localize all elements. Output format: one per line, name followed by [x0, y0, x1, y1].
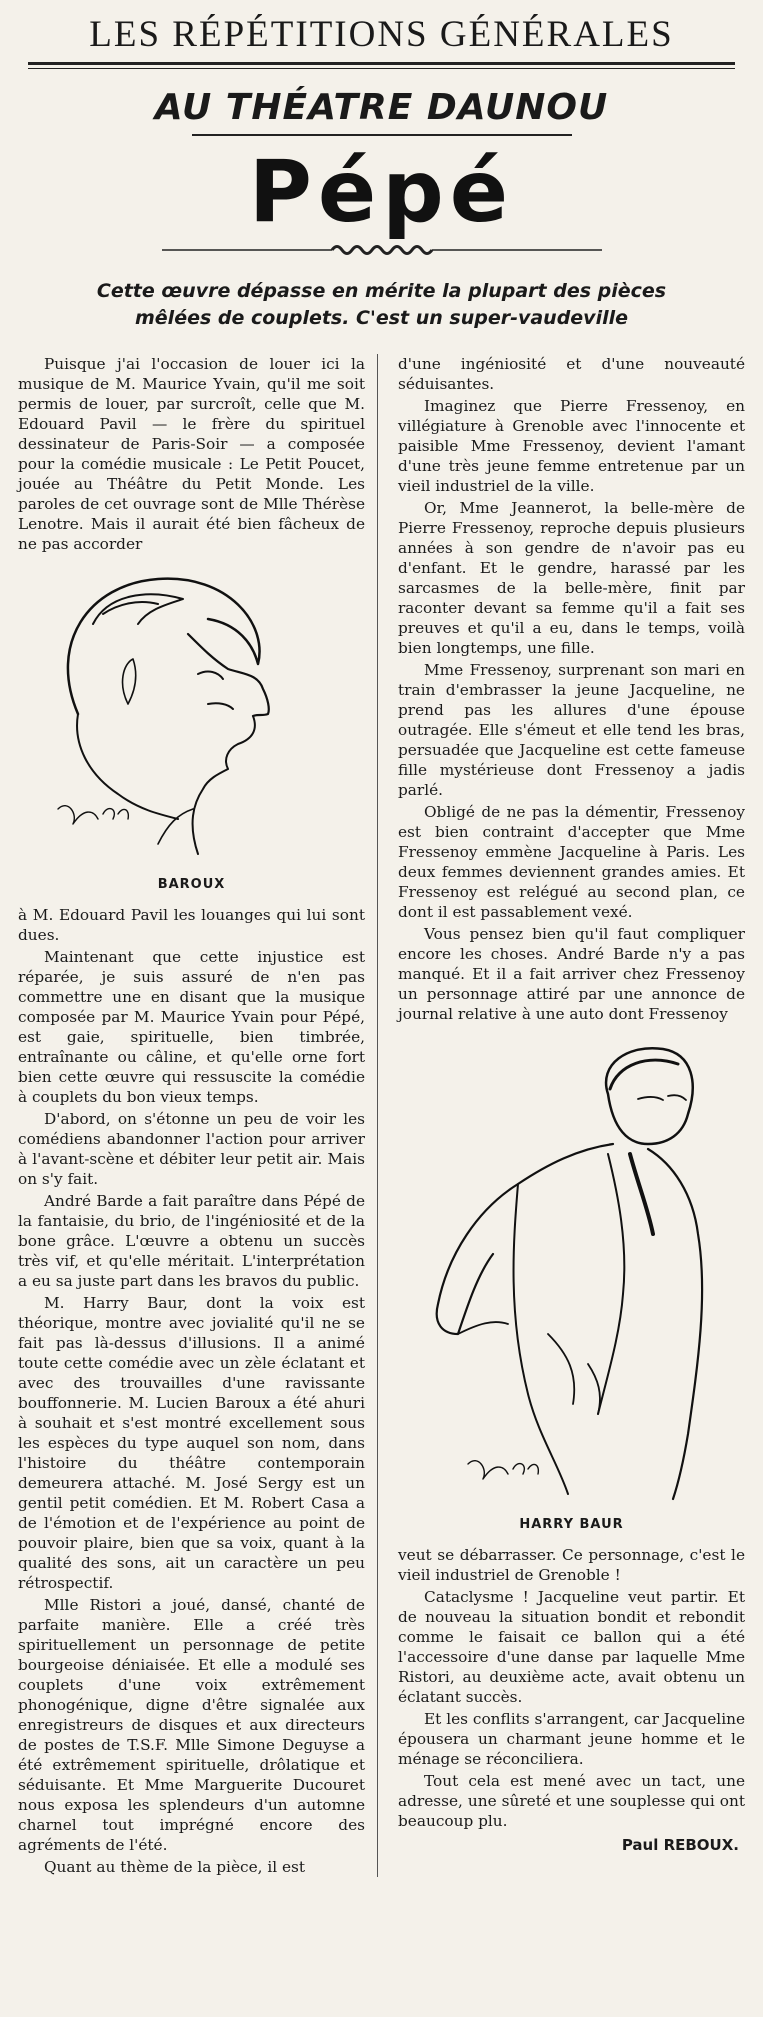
paragraph: Quant au thème de la pièce, il est — [44, 1858, 306, 1876]
paragraph: Mlle Ristori a joué, dansé, chanté de parfaite manière. Elle a créé très spirituellement un personnage de petite bourgeoise déniaisée. Et elle a modulé ses couplets d'une voix extrêmement phonogénique, digne d'être signalée aux enregistreurs de disques et aux directeurs de postes de T.S.F. Mlle Simone Deguyse a été extrêmement spirituelle, drôlatique et séduisante. Et Mme Marguerite Ducouret nous exposa les splendeurs d'un automne charnel tout imprégné encore des agréments de l'été. — [18, 1596, 365, 1854]
paragraph: Or, Mme Jeannerot, la belle-mère de Pierre Fressenoy, reproche depuis plusieurs années à son gendre de n'avoir pas eu d'enfant. Et le gendre, harassé par les sarcasmes de la belle-mère, finit par raconter devant sa femme qu'il a fait ses preuves et qu'il a eu, dans le temps, voilà bien longtemps, une fille. — [398, 499, 745, 657]
paragraph: M. Harry Baur, dont la voix est théorique, montre avec jovialité qu'il ne se fait pas là-dessus d'illusions. Il a animé toute cette comédie avec un zèle éclatant et avec des trouvailles d'une ravissante bouffonnerie. M. Lucien Baroux a été ahuri à souhait et s'est montré excellement sous les espèces du type auquel son nom, dans l'histoire du théâtre contemporain demeurera attaché. M. José Sergy est un gentil petit comédien. Et M. Robert Casa a de l'émotion et de l'expérience au point de pouvoir plaire, bien que sa voix, quant à la qualité des sons, ait un caractère un peu rétrospectif. — [18, 1294, 365, 1592]
right-column — [398, 354, 745, 1877]
paragraph: Obligé de ne pas la démentir, Fressenoy est bien contraint d'accepter que Mme Fressenoy emmène Jacqueline à Paris. Les deux femmes deviennent grandes amies. Et Fressenoy est relégué au second plan, ce dont il est passablement vexé. — [398, 803, 745, 921]
paragraph: Et les conflits s'arrangent, car Jacqueline épousera un charmant jeune homme et le ménage se réconciliera. — [398, 1710, 745, 1768]
harry-baur-sketch — [398, 1034, 738, 1504]
deck-line: mêlées de couplets. C'est un super-vaudeville — [135, 307, 628, 329]
article-columns — [18, 354, 745, 1877]
paragraph: Maintenant que cette injustice est réparée, je suis assuré de n'en pas commettre une en disant que la musique composée par M. Maurice Yvain pour Pépé, est gaie, spirituelle, bien timbrée, entraînante ou câline, et qu'elle orne fort bien cette œuvre qui ressuscite la comédie à couplets du bon vieux temps. — [18, 948, 365, 1106]
paragraph: Imaginez que Pierre Fressenoy, en villégiature à Grenoble avec l'innocente et paisible Mme Fressenoy, devient l'amant d'une très jeune femme entretenue par un vieil industriel de la ville. — [398, 397, 745, 495]
harry-baur-illustration — [398, 1034, 745, 1535]
left-column — [18, 354, 365, 1877]
paragraph: D'abord, on s'étonne un peu de voir les comédiens abandonner l'action pour arriver à l'avant-scène et débiter leur petit air. Mais on s'y fait. — [18, 1110, 365, 1188]
baroux-illustration — [18, 564, 365, 895]
figure-caption: HARRY BAUR — [519, 1517, 624, 1532]
venue-rule — [192, 134, 572, 136]
article-title: Pépé — [248, 142, 515, 242]
kicker-rule — [28, 62, 735, 69]
article-deck — [58, 278, 705, 332]
column-divider — [377, 354, 378, 1877]
paragraph: Mme Fressenoy, surprenant son mari en train d'embrasser la jeune Jacqueline, ne prend pas les allures d'une épouse outragée. Elle s'émeut et elle tend les bras, persuadée que Jacqueline est cette fameuse fille mystérieuse dont Fressenoy a jadis parlé. — [398, 661, 745, 799]
paragraph: Cataclysme ! Jacqueline veut partir. Et de nouveau la situation bondit et rebondit comme le faisait ce ballon qui a été l'accessoire d'une danse par laquelle Mme Ristori, au deuxième acte, avait obtenu un éclatant succès. — [398, 1588, 745, 1706]
wave-ornament — [162, 242, 602, 258]
theatre-name: AU THÉATRE DAUNOU — [154, 87, 609, 128]
author-signature: Paul REBOUX. — [621, 1836, 739, 1854]
section-kicker: LES RÉPÉTITIONS GÉNÉRALES — [89, 14, 674, 55]
paragraph: veut se débarrasser. Ce personnage, c'est le vieil industriel de Grenoble ! — [398, 1546, 745, 1584]
paragraph: à M. Edouard Pavil les louanges qui lui sont dues. — [18, 906, 365, 944]
figure-caption: BAROUX — [157, 877, 226, 892]
deck-line: Cette œuvre dépasse en mérite la plupart des pièces — [96, 280, 667, 302]
paragraph: Vous pensez bien qu'il faut compliquer encore les choses. André Barde n'y a pas manqué. Et il a fait arriver chez Fressenoy un personnage attiré par une annonce de journal relative à une auto dont Fressenoy — [398, 925, 745, 1023]
paragraph: Tout cela est mené avec un tact, une adresse, une sûreté et une souplesse qui ont beaucoup plu. — [398, 1772, 745, 1830]
baroux-sketch — [18, 564, 338, 864]
paragraph: André Barde a fait paraître dans Pépé de la fantaisie, du brio, de l'ingéniosité et de la bone grâce. L'œuvre a obtenu un succès très vif, et qu'elle méritait. L'interprétation a eu sa juste part dans les bravos du public. — [18, 1192, 365, 1290]
paragraph: Puisque j'ai l'occasion de louer ici la musique de M. Maurice Yvain, qu'il me soit permis de louer, par surcroît, celle que M. Edouard Pavil — le frère du spirituel dessinateur de Paris-Soir — a composée pour la comédie musicale : Le Petit Poucet, jouée au Théâtre du Petit Monde. Les paroles de cet ouvrage sont de Mlle Thérèse Lenotre. Mais il aurait été bien fâcheux de ne pas accorder — [18, 355, 365, 553]
paragraph: d'une ingéniosité et d'une nouveauté séduisantes. — [398, 355, 745, 393]
newspaper-page — [0, 14, 763, 2017]
